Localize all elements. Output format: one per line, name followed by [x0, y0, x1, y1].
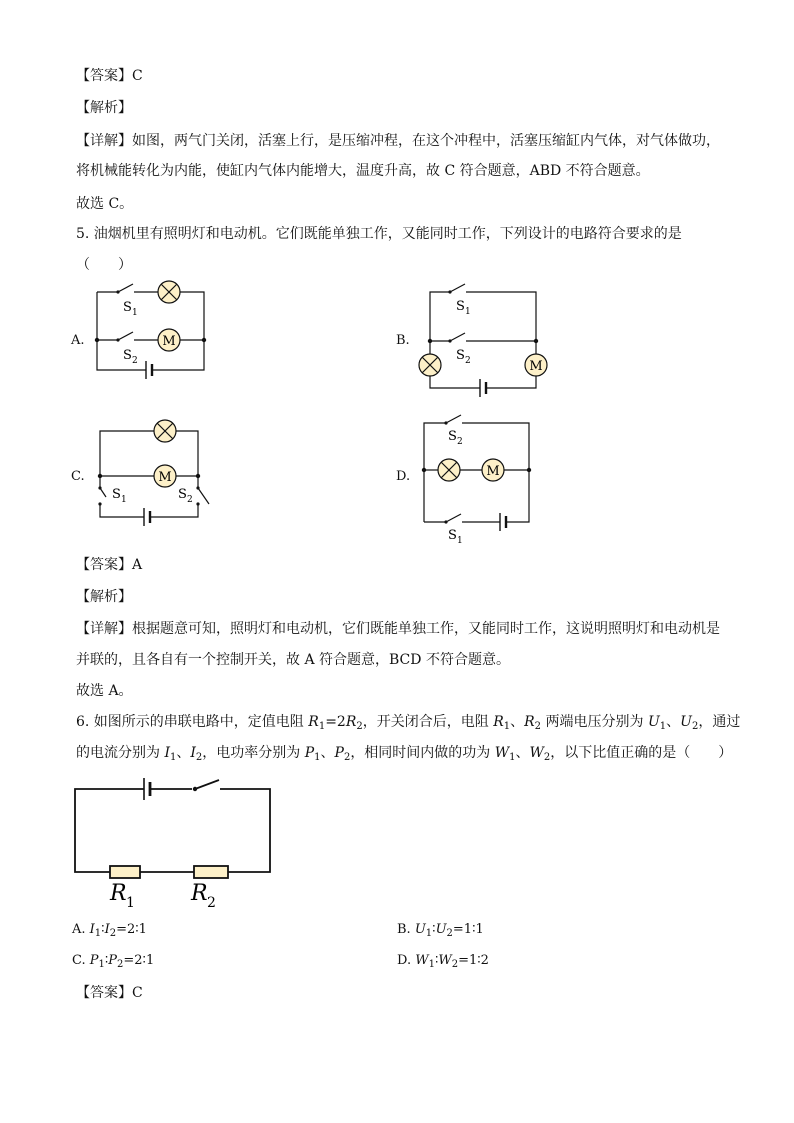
svg-text:2: 2 — [132, 356, 138, 366]
q5-stem-line-1: 5. 油烟机里有照明灯和电动机。它们既能单独工作，又能同时工作，下列设计的电路符合要求的是 — [76, 226, 682, 242]
svg-text:1: 1 — [465, 307, 471, 317]
motor-icon — [525, 354, 547, 376]
motor-icon — [482, 459, 504, 481]
svg-text:1: 1 — [121, 495, 127, 505]
label-r1: R — [110, 881, 127, 906]
svg-text:S: S — [456, 348, 465, 363]
lamp-icon — [419, 354, 441, 376]
svg-text:M: M — [158, 470, 172, 485]
q6-answer: 【答案】C — [76, 985, 143, 1001]
lamp-icon — [438, 459, 460, 481]
q5-detail-line-2: 并联的，且各自有一个控制开关，故 A 符合题意，BCD 不符合题意。 — [76, 652, 510, 668]
svg-text:2: 2 — [207, 895, 216, 911]
q5-choose: 故选 A。 — [76, 683, 133, 699]
q4-answer: 【答案】C — [76, 68, 143, 84]
svg-text:S: S — [456, 299, 465, 314]
svg-text:2: 2 — [187, 495, 193, 505]
svg-text:2: 2 — [457, 437, 463, 447]
lamp-icon — [154, 420, 176, 442]
q5-answer: 【答案】A — [76, 557, 143, 573]
q6-series-circuit-diagram — [70, 774, 280, 914]
q5-analysis-tag: 【解析】 — [76, 589, 132, 605]
svg-text:2: 2 — [465, 356, 471, 366]
q5-option-b-label: B. — [396, 333, 410, 348]
lamp-icon — [158, 281, 180, 303]
q6-stem-line-2: 的电流分别为 $I_1$、$I_2$，电功率分别为 $P_1$、$P_2$，相同时间内做的功为 $W_1$、$W_2$，以下比值正确的是（ ） — [76, 745, 733, 763]
motor-icon — [158, 329, 180, 351]
motor-icon — [154, 465, 176, 487]
q6-option-b: B. $U_1∶U_2=1∶1$ — [397, 922, 484, 939]
q4-choose: 故选 C。 — [76, 196, 134, 212]
q5-detail-line-1: 【详解】根据题意可知，照明灯和电动机，它们既能单独工作，又能同时工作，这说明照明灯和电动机是 — [76, 621, 720, 637]
resistor-r2 — [194, 866, 228, 878]
q4-analysis-tag: 【解析】 — [76, 100, 132, 116]
q6-stem-line-1: 6. 如图所示的串联电路中，定值电阻 $R_1=2R_2$，开关闭合后，电阻 $R_1$、$R_2$ 两端电压分别为 $U_1$、$U_2$，通过 — [76, 714, 741, 732]
q5-option-a-label: A. — [71, 333, 85, 348]
svg-text:1: 1 — [126, 895, 135, 911]
q6-option-a: A. $I_1∶I_2=2∶1$ — [72, 922, 147, 939]
svg-text:S: S — [112, 487, 121, 502]
circuit-c-diagram — [92, 418, 222, 534]
q6-option-d: D. $W_1∶W_2=1∶2$ — [397, 953, 489, 970]
q5-stem-line-2: （ ） — [76, 257, 132, 273]
q6-option-c: C. $P_1∶P_2=2∶1$ — [72, 953, 155, 970]
svg-text:S: S — [448, 528, 457, 543]
q4-detail-line-1: 【详解】如图，两气门关闭，活塞上行，是压缩冲程，在这个冲程中，活塞压缩缸内气体，对气体做功， — [76, 133, 720, 149]
svg-text:S: S — [178, 487, 187, 502]
svg-text:M: M — [529, 359, 543, 374]
q4-detail-line-2: 将机械能转化为内能，使缸内气体内能增大，温度升高，故 C 符合题意，ABD 不符合题意。 — [76, 163, 650, 179]
q5-option-c-label: C. — [71, 469, 85, 484]
svg-text:M: M — [486, 464, 500, 479]
circuit-b-diagram — [412, 280, 552, 404]
svg-text:S: S — [123, 300, 132, 315]
label-r2: R — [191, 881, 208, 906]
resistor-r1 — [110, 866, 140, 878]
svg-text:S: S — [123, 348, 132, 363]
circuit-d-diagram — [412, 412, 542, 546]
circuit-a-diagram — [90, 278, 215, 398]
svg-text:S: S — [448, 429, 457, 444]
svg-text:M: M — [162, 334, 176, 349]
svg-text:1: 1 — [132, 308, 138, 318]
q5-option-d-label: D. — [396, 469, 411, 484]
svg-text:1: 1 — [457, 536, 463, 546]
